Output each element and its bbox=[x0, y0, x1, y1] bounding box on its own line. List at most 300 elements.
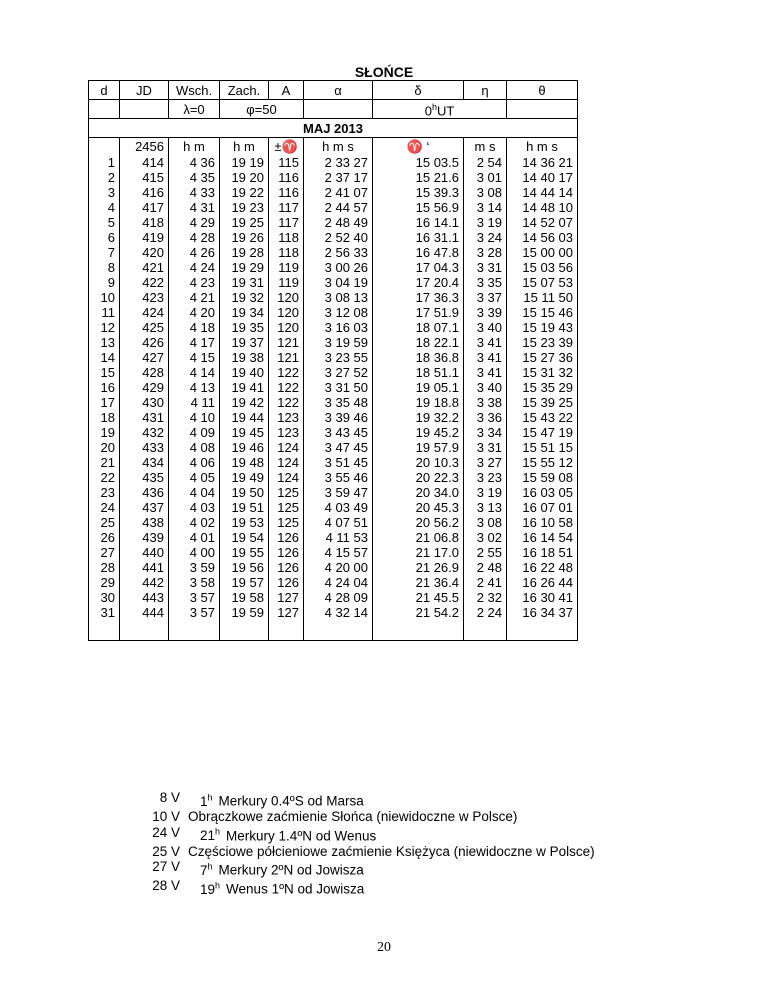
alpha-value: 3 47 45 bbox=[324, 440, 368, 456]
wsch-value: 4 14 bbox=[189, 365, 215, 381]
delta-value: 16 14.1 bbox=[415, 215, 459, 231]
delta-value: 16 31.1 bbox=[415, 230, 459, 246]
a-value: 117 bbox=[278, 215, 299, 231]
jd-value: 417 bbox=[142, 200, 164, 216]
a-value: 125 bbox=[277, 485, 299, 501]
theta-value: 15 11 50 bbox=[523, 290, 573, 306]
event-text bbox=[188, 790, 364, 809]
a-value: 127 bbox=[277, 605, 299, 621]
wsch-value: 4 26 bbox=[189, 245, 215, 261]
event-date: 8 V bbox=[159, 790, 180, 805]
data-block bbox=[89, 230, 578, 335]
d-value: 15 bbox=[100, 365, 115, 381]
delta-value: 19 18.8 bbox=[415, 395, 459, 411]
alpha-value: 4 24 04 bbox=[324, 575, 368, 591]
units-wsch: h m bbox=[169, 138, 220, 156]
jd-value: 427 bbox=[142, 350, 164, 366]
zach-value: 19 53 bbox=[231, 515, 264, 531]
zach-value: 19 58 bbox=[231, 590, 264, 606]
d-value: 29 bbox=[100, 575, 115, 591]
col-eta-cell bbox=[464, 155, 507, 230]
d-value: 4 bbox=[107, 200, 115, 216]
d-value: 11 bbox=[101, 305, 115, 321]
d-value: 3 bbox=[107, 185, 115, 201]
d-value: 18 bbox=[100, 410, 115, 426]
a-value: 124 bbox=[277, 470, 299, 486]
jd-value: 416 bbox=[142, 185, 164, 201]
col-zach-cell bbox=[220, 335, 269, 440]
month-label: MAJ 2013 bbox=[89, 119, 578, 138]
delta-value: 17 51.9 bbox=[415, 305, 459, 321]
units-a: ±♈ bbox=[269, 138, 304, 156]
eta-value: 2 41 bbox=[476, 575, 502, 591]
eta-value: 3 28 bbox=[476, 245, 502, 261]
col-alpha-cell bbox=[304, 335, 373, 440]
header-row bbox=[89, 81, 578, 100]
units-row bbox=[89, 138, 578, 156]
jd-value: 424 bbox=[142, 305, 164, 321]
alpha-value: 3 16 03 bbox=[324, 320, 368, 336]
a-value: 124 bbox=[277, 440, 299, 456]
event-text bbox=[188, 809, 517, 825]
theta-value: 15 35 29 bbox=[522, 380, 573, 396]
delta-value: 19 45.2 bbox=[415, 425, 459, 441]
wsch-value: 3 57 bbox=[189, 590, 215, 606]
lambda-label: λ=0 bbox=[169, 100, 220, 119]
data-block bbox=[89, 440, 578, 545]
theta-value: 16 10 58 bbox=[522, 515, 573, 531]
theta-value: 15 47 19 bbox=[522, 425, 573, 441]
a-value: 120 bbox=[277, 320, 299, 336]
a-value: 122 bbox=[277, 395, 299, 411]
eta-value: 2 48 bbox=[476, 560, 502, 576]
alpha-value: 3 27 52 bbox=[324, 365, 368, 381]
theta-value: 16 34 37 bbox=[522, 605, 573, 621]
eta-value: 2 55 bbox=[476, 545, 502, 561]
event-description: Częściowe półcieniowe zaćmienie Księżyca (niewidoczne w Polsce) bbox=[188, 843, 595, 859]
wsch-value: 4 03 bbox=[189, 500, 215, 516]
delta-value: 17 36.3 bbox=[415, 290, 459, 306]
month-row bbox=[89, 119, 578, 138]
delta-value: 18 07.1 bbox=[415, 320, 459, 336]
jd-value: 434 bbox=[142, 455, 164, 471]
col-wsch-cell bbox=[169, 440, 220, 545]
col-theta-cell bbox=[507, 335, 578, 440]
a-value: 125 bbox=[277, 515, 299, 531]
delta-value: 21 45.5 bbox=[415, 590, 459, 606]
a-value: 119 bbox=[278, 260, 299, 276]
d-value: 2 bbox=[107, 170, 115, 186]
units-theta: h m s bbox=[507, 138, 578, 156]
page-number: 20 bbox=[377, 940, 391, 955]
wsch-value: 4 04 bbox=[189, 485, 215, 501]
delta-value: 19 05.1 bbox=[415, 380, 459, 396]
eta-value: 3 24 bbox=[476, 230, 502, 246]
d-value: 27 bbox=[100, 545, 115, 561]
zach-value: 19 59 bbox=[231, 605, 264, 621]
theta-value: 15 00 00 bbox=[522, 245, 573, 261]
alpha-value: 4 03 49 bbox=[324, 500, 368, 516]
jd-value: 422 bbox=[142, 275, 164, 291]
a-value: 115 bbox=[278, 155, 299, 171]
jd-value: 428 bbox=[142, 365, 164, 381]
col-jd-cell bbox=[120, 155, 169, 230]
events-list bbox=[130, 790, 595, 897]
theta-value: 16 26 44 bbox=[522, 575, 573, 591]
col-eta-cell bbox=[464, 440, 507, 545]
delta-value: 21 36.4 bbox=[415, 575, 459, 591]
theta-value: 15 23 39 bbox=[522, 335, 573, 351]
theta-value: 14 44 14 bbox=[522, 185, 573, 201]
jd-value: 430 bbox=[142, 395, 164, 411]
eta-value: 3 36 bbox=[476, 410, 502, 426]
wsch-value: 4 35 bbox=[189, 170, 215, 186]
zach-value: 19 32 bbox=[231, 290, 264, 306]
jd-value: 438 bbox=[142, 515, 164, 531]
col-a-cell bbox=[269, 230, 304, 335]
event-description: Merkury 1.4ºN od Wenus bbox=[226, 828, 377, 843]
jd-value: 443 bbox=[142, 590, 164, 606]
eta-value: 3 01 bbox=[476, 170, 502, 186]
col-d-cell bbox=[89, 335, 120, 440]
d-value: 7 bbox=[107, 245, 115, 261]
event-hour: 1$^h$ bbox=[200, 792, 213, 809]
wsch-value: 3 57 bbox=[189, 605, 215, 621]
event-hour: 7$^h$ bbox=[200, 861, 213, 878]
subheader-row bbox=[89, 100, 578, 119]
jd-value: 441 bbox=[142, 560, 164, 576]
a-value: 120 bbox=[277, 290, 299, 306]
alpha-value: 2 56 33 bbox=[324, 245, 368, 261]
col-wsch-cell bbox=[169, 230, 220, 335]
zach-value: 19 25 bbox=[231, 215, 264, 231]
jd-value: 431 bbox=[142, 410, 164, 426]
alpha-value: 3 59 47 bbox=[324, 485, 368, 501]
a-value: 127 bbox=[277, 590, 299, 606]
units-zach: h m bbox=[220, 138, 269, 156]
units-alpha: h m s bbox=[304, 138, 373, 156]
jd-value: 436 bbox=[142, 485, 164, 501]
wsch-value: 4 06 bbox=[189, 455, 215, 471]
ut-label: 0$^h$UT bbox=[373, 100, 507, 119]
theta-value: 14 48 10 bbox=[522, 200, 573, 216]
col-wsch-cell bbox=[169, 335, 220, 440]
theta-value: 15 43 22 bbox=[522, 410, 573, 426]
jd-value: 418 bbox=[142, 215, 164, 231]
delta-value: 18 22.1 bbox=[415, 335, 459, 351]
event-text bbox=[188, 878, 364, 897]
theta-value: 15 19 43 bbox=[522, 320, 573, 336]
a-value: 122 bbox=[277, 380, 299, 396]
event-hour: 19$^h$ bbox=[200, 880, 221, 897]
event-row bbox=[130, 809, 595, 825]
alpha-value: 4 28 09 bbox=[324, 590, 368, 606]
wsch-value: 4 01 bbox=[189, 530, 215, 546]
alpha-value: 3 43 45 bbox=[324, 425, 368, 441]
eta-value: 3 39 bbox=[476, 305, 502, 321]
a-value: 116 bbox=[278, 185, 299, 201]
wsch-value: 4 08 bbox=[189, 440, 215, 456]
eta-value: 3 14 bbox=[476, 200, 502, 216]
delta-value: 19 57.9 bbox=[415, 440, 459, 456]
wsch-value: 4 10 bbox=[189, 410, 215, 426]
eta-value: 3 35 bbox=[476, 275, 502, 291]
delta-value: 15 56.9 bbox=[415, 200, 459, 216]
event-text bbox=[188, 825, 376, 844]
alpha-value: 3 35 48 bbox=[324, 395, 368, 411]
zach-value: 19 55 bbox=[231, 545, 264, 561]
wsch-value: 4 17 bbox=[189, 335, 215, 351]
phi-label: φ=50 bbox=[220, 100, 304, 119]
a-value: 121 bbox=[277, 350, 299, 366]
col-alpha-cell bbox=[304, 545, 373, 620]
alpha-value: 3 04 19 bbox=[324, 275, 368, 291]
event-row bbox=[130, 844, 595, 860]
eta-value: 3 13 bbox=[476, 500, 502, 516]
event-description: Wenus 1ºN od Jowisza bbox=[226, 881, 365, 897]
alpha-value: 2 33 27 bbox=[324, 155, 368, 171]
wsch-value: 4 33 bbox=[189, 185, 215, 201]
theta-value: 16 30 41 bbox=[522, 590, 573, 606]
alpha-value: 3 55 46 bbox=[324, 470, 368, 486]
alpha-value: 2 37 17 bbox=[324, 170, 368, 186]
col-a-cell bbox=[269, 155, 304, 230]
delta-value: 17 04.3 bbox=[415, 260, 459, 276]
jd-value: 420 bbox=[142, 245, 164, 261]
alpha-value: 3 19 59 bbox=[324, 335, 368, 351]
wsch-value: 4 18 bbox=[189, 320, 215, 336]
d-value: 10 bbox=[100, 290, 115, 306]
col-delta-header: δ bbox=[373, 81, 464, 100]
wsch-value: 4 31 bbox=[189, 200, 215, 216]
d-value: 21 bbox=[100, 455, 115, 471]
col-delta-cell bbox=[373, 155, 464, 230]
col-alpha-header: α bbox=[304, 81, 373, 100]
col-jd-cell bbox=[120, 440, 169, 545]
eta-value: 2 32 bbox=[476, 590, 502, 606]
theta-value: 14 36 21 bbox=[522, 155, 573, 171]
theta-value: 14 40 17 bbox=[522, 170, 573, 186]
data-block bbox=[89, 335, 578, 440]
zach-value: 19 42 bbox=[231, 395, 264, 411]
col-eta-header: η bbox=[464, 81, 507, 100]
col-d-cell bbox=[89, 230, 120, 335]
eta-value: 3 37 bbox=[476, 290, 502, 306]
wsch-value: 4 05 bbox=[189, 470, 215, 486]
alpha-value: 4 20 00 bbox=[324, 560, 368, 576]
alpha-value: 3 51 45 bbox=[324, 455, 368, 471]
zach-value: 19 31 bbox=[231, 275, 264, 291]
zach-value: 19 35 bbox=[231, 320, 264, 336]
wsch-value: 4 13 bbox=[189, 380, 215, 396]
a-value: 126 bbox=[277, 545, 299, 561]
col-d-cell bbox=[89, 155, 120, 230]
zach-value: 19 37 bbox=[231, 335, 264, 351]
zach-value: 19 40 bbox=[231, 365, 264, 381]
event-date: 27 V bbox=[152, 859, 180, 874]
alpha-value: 4 07 51 bbox=[324, 515, 368, 531]
alpha-value: 4 15 57 bbox=[324, 545, 368, 561]
jd-value: 429 bbox=[142, 380, 164, 396]
wsch-value: 4 36 bbox=[189, 155, 215, 171]
event-text bbox=[188, 844, 595, 860]
wsch-value: 4 20 bbox=[189, 305, 215, 321]
event-description: Obrączkowe zaćmienie Słońca (niewidoczne w Polsce) bbox=[188, 809, 518, 824]
jd-base: 2456 bbox=[120, 138, 169, 156]
event-row bbox=[130, 825, 595, 844]
d-value: 12 bbox=[100, 320, 115, 336]
col-jd-cell bbox=[120, 230, 169, 335]
col-zach-cell bbox=[220, 440, 269, 545]
col-wsch-cell bbox=[169, 545, 220, 620]
zach-value: 19 49 bbox=[231, 470, 264, 486]
theta-value: 15 55 12 bbox=[522, 455, 573, 471]
col-a-header: A bbox=[269, 81, 304, 100]
delta-value: 21 06.8 bbox=[415, 530, 459, 546]
zach-value: 19 26 bbox=[231, 230, 264, 246]
jd-value: 432 bbox=[142, 425, 164, 441]
theta-value: 15 07 53 bbox=[522, 275, 573, 291]
col-zach-cell bbox=[220, 545, 269, 620]
col-d-header: d bbox=[89, 81, 120, 100]
delta-value: 19 32.2 bbox=[415, 410, 459, 426]
col-delta-cell bbox=[373, 230, 464, 335]
zach-value: 19 38 bbox=[231, 350, 264, 366]
d-value: 20 bbox=[100, 440, 115, 456]
theta-value: 16 22 48 bbox=[522, 560, 573, 576]
eta-value: 3 19 bbox=[476, 485, 502, 501]
zach-value: 19 28 bbox=[231, 245, 264, 261]
d-value: 24 bbox=[100, 500, 115, 516]
eta-value: 3 08 bbox=[476, 515, 502, 531]
theta-value: 14 52 07 bbox=[522, 215, 573, 231]
jd-value: 440 bbox=[142, 545, 164, 561]
event-hour: 21$^h$ bbox=[200, 826, 221, 843]
zach-value: 19 48 bbox=[231, 455, 264, 471]
eta-value: 3 02 bbox=[476, 530, 502, 546]
event-row bbox=[130, 790, 595, 809]
col-theta-header: θ bbox=[507, 81, 578, 100]
d-value: 31 bbox=[100, 605, 115, 621]
d-value: 16 bbox=[100, 380, 115, 396]
delta-value: 16 47.8 bbox=[415, 245, 459, 261]
a-value: 123 bbox=[277, 410, 299, 426]
a-value: 124 bbox=[277, 455, 299, 471]
d-value: 28 bbox=[100, 560, 115, 576]
a-value: 123 bbox=[277, 425, 299, 441]
col-theta-cell bbox=[507, 545, 578, 620]
eta-value: 3 41 bbox=[476, 350, 502, 366]
delta-value: 20 22.3 bbox=[415, 470, 459, 486]
eta-value: 2 54 bbox=[476, 155, 502, 171]
col-theta-cell bbox=[507, 440, 578, 545]
delta-value: 21 26.9 bbox=[415, 560, 459, 576]
zach-value: 19 45 bbox=[231, 425, 264, 441]
theta-value: 15 59 08 bbox=[522, 470, 573, 486]
col-a-cell bbox=[269, 335, 304, 440]
d-value: 9 bbox=[107, 275, 115, 291]
eta-value: 3 41 bbox=[476, 335, 502, 351]
eta-value: 3 41 bbox=[476, 365, 502, 381]
d-value: 22 bbox=[100, 470, 115, 486]
theta-value: 16 14 54 bbox=[522, 530, 573, 546]
alpha-value: 3 31 50 bbox=[324, 380, 368, 396]
wsch-value: 4 00 bbox=[189, 545, 215, 561]
wsch-value: 4 24 bbox=[189, 260, 215, 276]
wsch-value: 4 29 bbox=[189, 215, 215, 231]
jd-value: 444 bbox=[142, 605, 164, 621]
wsch-value: 4 15 bbox=[189, 350, 215, 366]
alpha-value: 2 44 57 bbox=[324, 200, 368, 216]
delta-value: 15 03.5 bbox=[415, 155, 459, 171]
col-theta-cell bbox=[507, 230, 578, 335]
d-value: 5 bbox=[107, 215, 115, 231]
theta-value: 14 56 03 bbox=[522, 230, 573, 246]
wsch-value: 4 09 bbox=[189, 425, 215, 441]
alpha-value: 2 41 07 bbox=[324, 185, 368, 201]
data-block bbox=[89, 155, 578, 230]
jd-value: 442 bbox=[142, 575, 164, 591]
zach-value: 19 46 bbox=[231, 440, 264, 456]
delta-value: 21 54.2 bbox=[415, 605, 459, 621]
a-value: 126 bbox=[277, 530, 299, 546]
zach-value: 19 41 bbox=[231, 380, 264, 396]
d-value: 6 bbox=[107, 230, 115, 246]
theta-value: 15 51 15 bbox=[522, 440, 573, 456]
jd-value: 439 bbox=[142, 530, 164, 546]
col-delta-cell bbox=[373, 335, 464, 440]
event-date: 24 V bbox=[152, 824, 180, 840]
d-value: 30 bbox=[100, 590, 115, 606]
table-bottom-spacer bbox=[89, 620, 578, 641]
alpha-value: 3 23 55 bbox=[324, 350, 368, 366]
eta-value: 3 40 bbox=[476, 380, 502, 396]
zach-value: 19 22 bbox=[231, 185, 264, 201]
col-a-cell bbox=[269, 545, 304, 620]
wsch-value: 3 59 bbox=[189, 560, 215, 576]
jd-value: 435 bbox=[142, 470, 164, 486]
a-value: 118 bbox=[278, 230, 299, 246]
zach-value: 19 34 bbox=[231, 305, 264, 321]
jd-value: 421 bbox=[142, 260, 164, 276]
col-zach-cell bbox=[220, 155, 269, 230]
delta-value: 20 56.2 bbox=[415, 515, 459, 531]
d-value: 13 bbox=[100, 335, 115, 351]
delta-value: 20 10.3 bbox=[415, 455, 459, 471]
delta-value: 20 45.3 bbox=[415, 500, 459, 516]
alpha-value: 3 39 46 bbox=[324, 410, 368, 426]
a-value: 125 bbox=[277, 500, 299, 516]
alpha-value: 3 12 08 bbox=[324, 305, 368, 321]
a-value: 126 bbox=[277, 575, 299, 591]
d-value: 14 bbox=[100, 350, 115, 366]
zach-value: 19 56 bbox=[231, 560, 264, 576]
zach-value: 19 23 bbox=[231, 200, 264, 216]
delta-value: 15 21.6 bbox=[415, 170, 459, 186]
eta-value: 3 23 bbox=[476, 470, 502, 486]
col-alpha-cell bbox=[304, 230, 373, 335]
wsch-value: 4 23 bbox=[189, 275, 215, 291]
col-jd-cell bbox=[120, 545, 169, 620]
jd-value: 414 bbox=[142, 155, 164, 171]
col-zach-header: Zach. bbox=[220, 81, 269, 100]
col-alpha-cell bbox=[304, 440, 373, 545]
zach-value: 19 20 bbox=[231, 170, 264, 186]
wsch-value: 3 58 bbox=[189, 575, 215, 591]
event-description: Merkury 0.4ºS od Marsa bbox=[218, 793, 364, 809]
wsch-value: 4 11 bbox=[190, 395, 215, 411]
col-wsch-cell bbox=[169, 155, 220, 230]
